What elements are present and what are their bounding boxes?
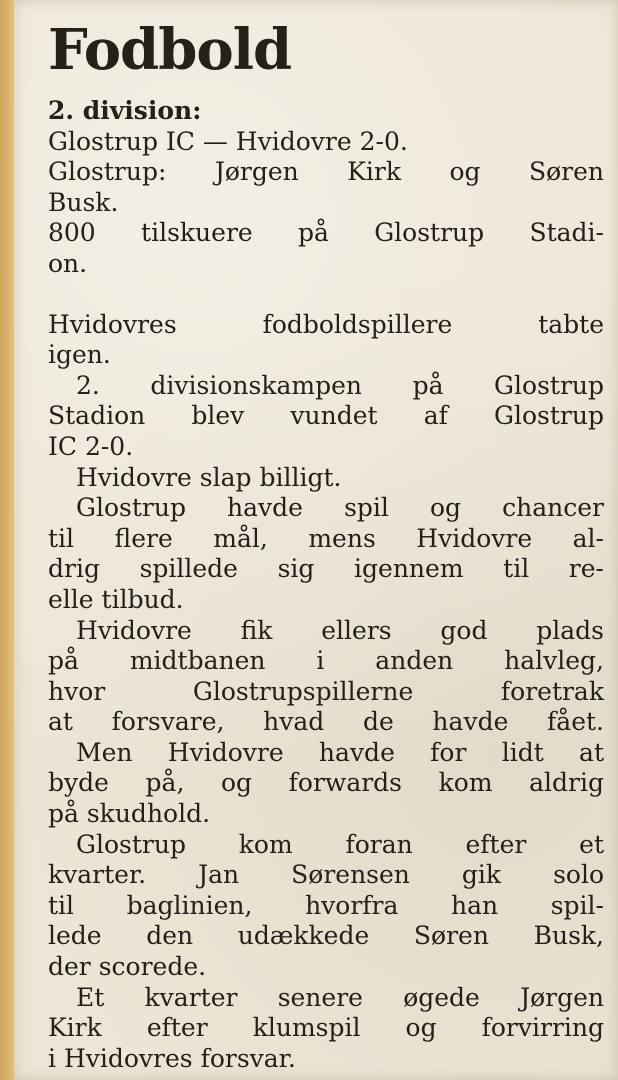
text-line: til baglinien, hvorfra han spil- — [48, 890, 604, 920]
text-line: Hvidovre slap billigt. — [76, 462, 342, 492]
text-line: igen. — [48, 340, 111, 370]
text-line: IC 2-0. — [48, 431, 134, 461]
text-line: Et kvarter senere øgede Jørgen — [76, 982, 604, 1012]
text-line: Kirk efter klumspil og forvirring — [48, 1013, 604, 1043]
text-line: Stadion blev vundet af Glostrup — [48, 401, 604, 431]
paragraph-gap — [36, 280, 602, 310]
text-line: der scorede. — [48, 952, 207, 982]
text-line: elle tilbud. — [48, 584, 184, 614]
text-line: Hvidovre fik ellers god plads — [76, 615, 604, 645]
headline: Fodbold — [48, 17, 292, 83]
text-line: Glostrup havde spil og chancer — [76, 493, 604, 523]
text-line: 2. divisionskampen på Glostrup — [76, 370, 604, 400]
text-line: on. — [48, 248, 88, 278]
text-line: Hvidovres fodboldspillere tabte — [48, 309, 604, 339]
article-body — [36, 96, 602, 1074]
text-line: 800 tilskuere på Glostrup Stadi- — [48, 218, 604, 248]
text-line: Glostrup kom foran efter et — [76, 829, 604, 859]
text-line: lede den udækkede Søren Busk, — [48, 921, 604, 951]
text-line: på skudhold. — [48, 799, 211, 829]
text-line: Men Hvidovre havde for lidt at — [76, 737, 604, 767]
newspaper-clipping — [14, 0, 618, 1080]
text-line: i Hvidovres forsvar. — [48, 1043, 296, 1073]
text-line: hvor Glostrupspillerne foretrak — [48, 676, 604, 706]
text-line: Glostrup: Jørgen Kirk og Søren — [48, 157, 604, 187]
text-line: at forsvare, hvad de havde fået. — [48, 707, 604, 737]
text-line: drig spillede sig igennem til re- — [48, 554, 604, 584]
section-label: 2. division: — [48, 96, 202, 125]
text-line: på midtbanen i anden halvleg, — [48, 646, 604, 676]
text-line: Glostrup IC — Hvidovre 2-0. — [48, 126, 408, 156]
text-line: kvarter. Jan Sørensen gik solo — [48, 860, 604, 890]
text-line: byde på, og forwards kom aldrig — [48, 768, 604, 798]
text-line: til flere mål, mens Hvidovre al- — [48, 523, 604, 553]
article — [36, 10, 602, 1074]
text-line: Busk. — [48, 187, 119, 217]
